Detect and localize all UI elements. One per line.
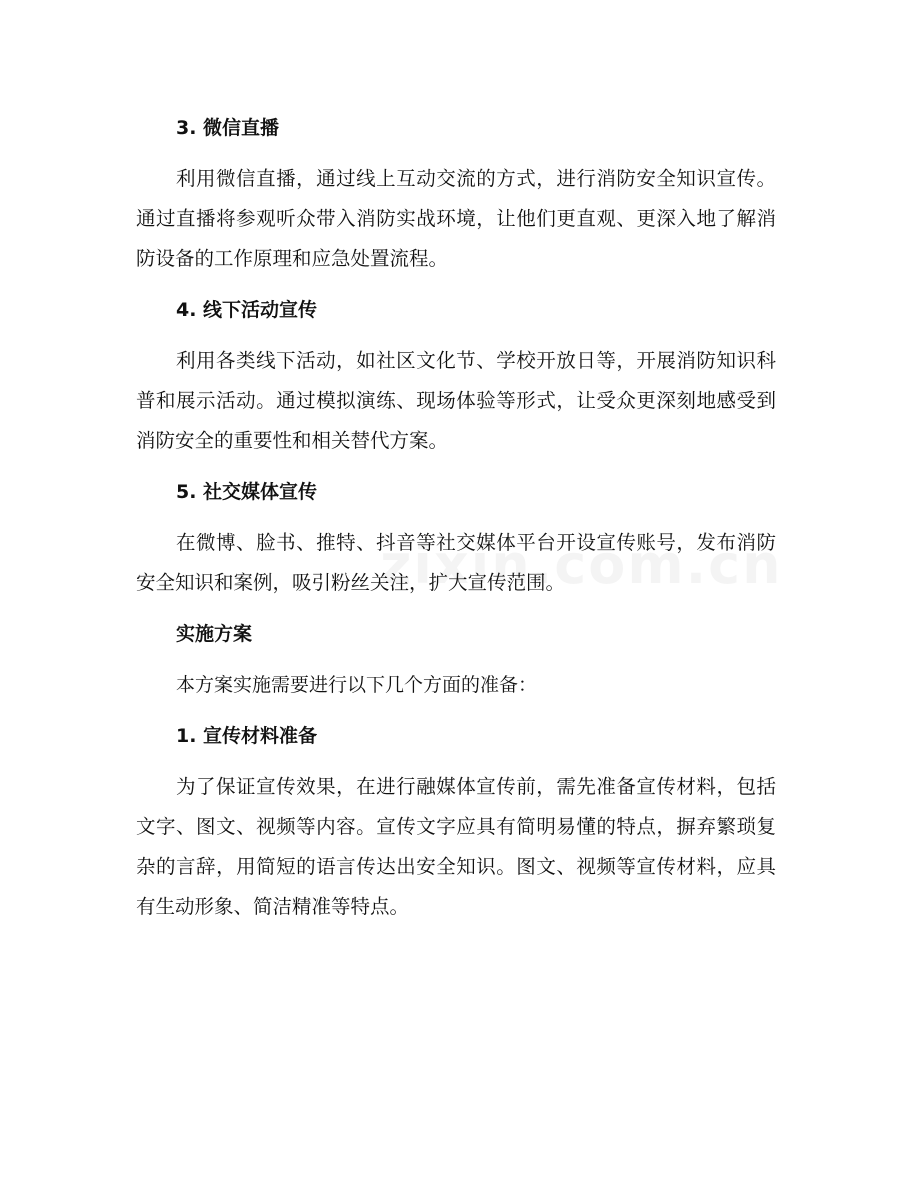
section-paragraph-materials-preparation: 为了保证宣传效果，在进行融媒体宣传前，需先准备宣传材料，包括文字、图文、视频等内容。宣传文字应具有简明易懂的特点，摒弃繁琐复杂的言辞，用简短的语言传达出安全知识。图文、视频等宣传材料，应具有生动形象、简洁精准等特点。	[136, 775, 776, 918]
section-heading-wechat-live: 3. 微信直播	[176, 117, 280, 139]
section-heading-social-media: 5. 社交媒体宣传	[176, 481, 318, 503]
section-paragraph-wechat-live: 利用微信直播，通过线上互动交流的方式，进行消防安全知识宣传。通过直播将参观听众带入消防实战环境，让他们更直观、更深入地了解消防设备的工作原理和应急处置流程。	[136, 167, 776, 270]
section-heading-offline-activities: 4. 线下活动宣传	[176, 299, 318, 321]
section-paragraph-social-media: 在微博、脸书、推特、抖音等社交媒体平台开设宣传账号，发布消防安全知识和案例，吸引粉丝关注，扩大宣传范围。	[136, 531, 776, 594]
section-paragraph-offline-activities: 利用各类线下活动，如社区文化节、学校开放日等，开展消防知识科普和展示活动。通过模拟演练、现场体验等形式，让受众更深刻地感受到消防安全的重要性和相关替代方案。	[136, 349, 776, 452]
section-paragraph-implementation: 本方案实施需要进行以下几个方面的准备：	[176, 674, 538, 696]
section-heading-materials-preparation: 1. 宣传材料准备	[176, 725, 318, 747]
document-body	[136, 108, 776, 927]
section-heading-implementation: 实施方案	[176, 623, 253, 645]
